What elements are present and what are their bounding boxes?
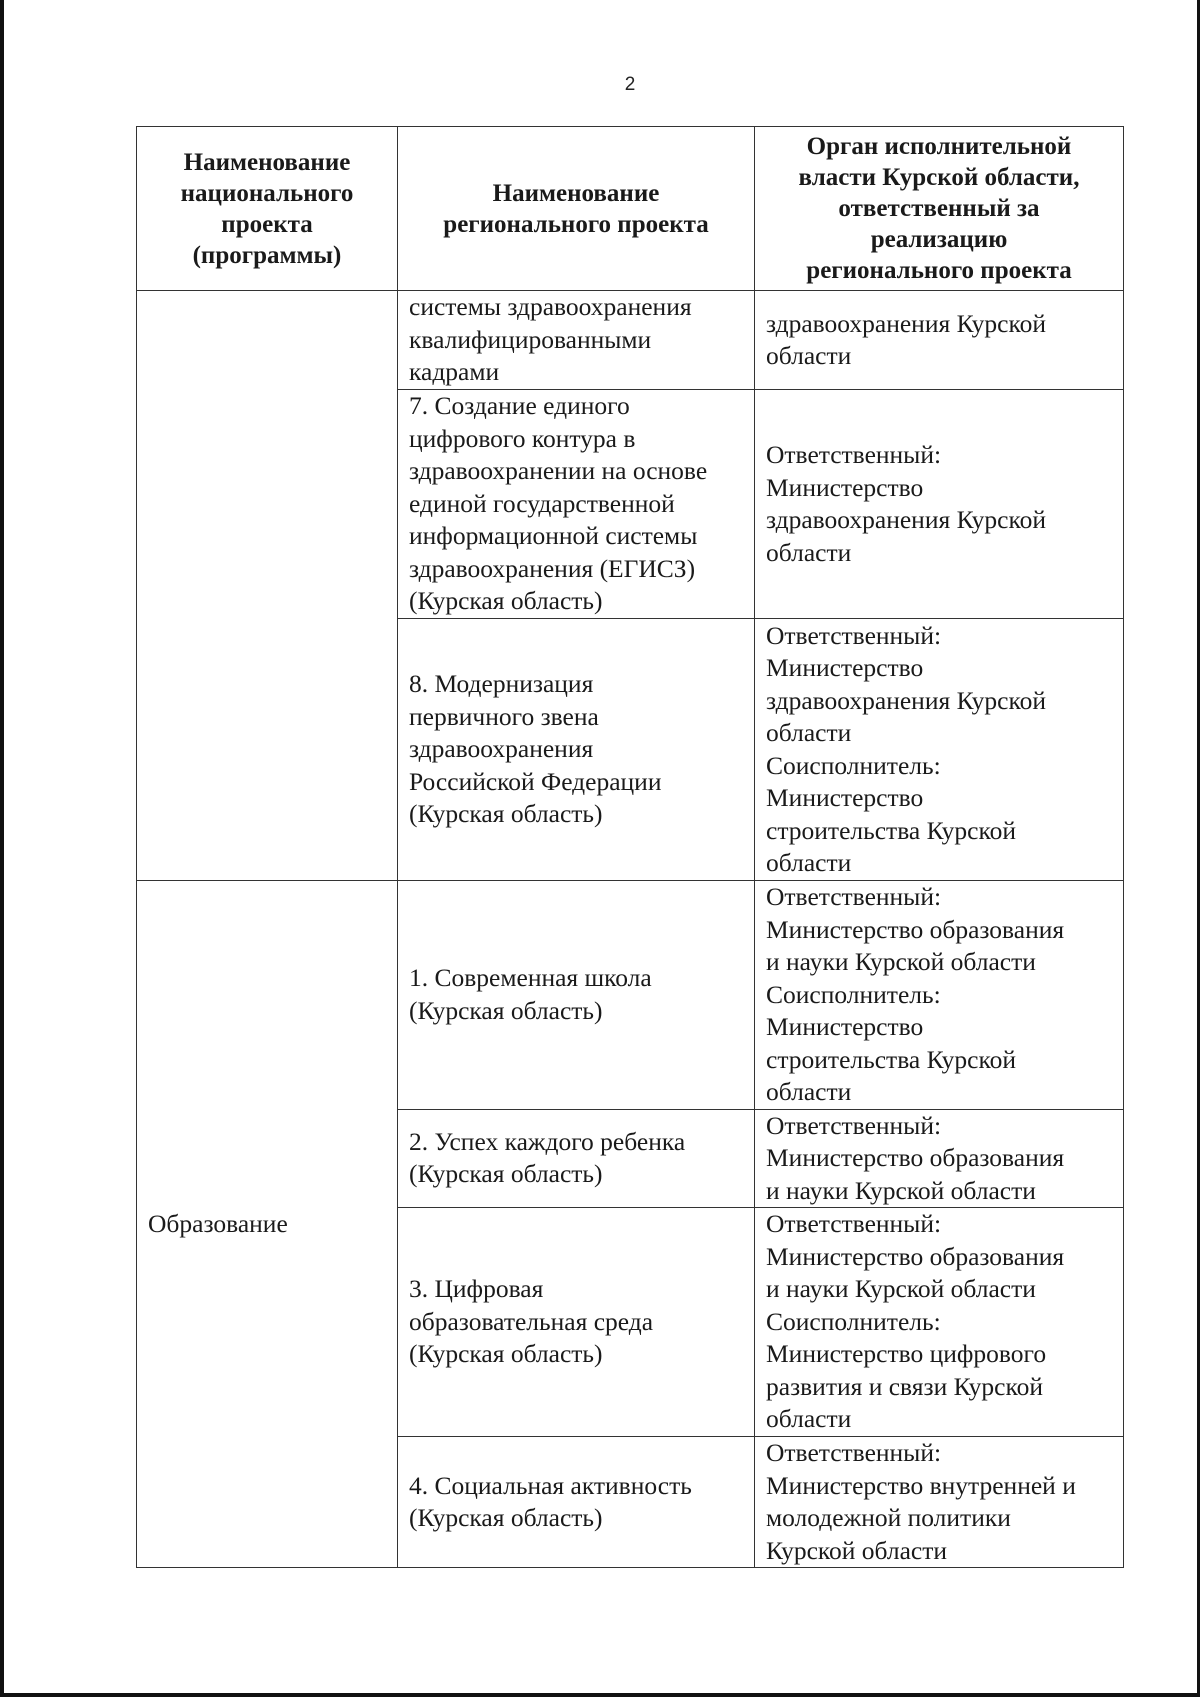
authority-cell: здравоохранения Курской области xyxy=(755,291,1124,390)
header-national-project: Наименование национального проекта (программы) xyxy=(137,127,398,291)
projects-table xyxy=(136,126,1124,1568)
national-project-cell-education: Образование xyxy=(137,881,398,1568)
page-number: 2 xyxy=(624,74,636,95)
scan-border-left xyxy=(0,0,4,1697)
regional-project-cell: 8. Модернизация первичного звена здравоохранения Российской Федерации (Курская область) xyxy=(398,619,755,881)
authority-cell: Ответственный: Министерство здравоохранения Курской области Соисполнитель: Министерство строительства Курской области xyxy=(755,619,1124,881)
scan-border-bottom xyxy=(0,1693,1200,1697)
table-row xyxy=(137,291,1124,390)
regional-project-cell: 4. Социальная активность (Курская область) xyxy=(398,1437,755,1568)
header-regional-project: Наименование регионального проекта xyxy=(398,127,755,291)
regional-project-cell: 1. Современная школа (Курская область) xyxy=(398,881,755,1110)
regional-project-cell: 2. Успех каждого ребенка (Курская область) xyxy=(398,1109,755,1208)
authority-cell: Ответственный: Министерство образования и науки Курской области Соисполнитель: Министерство цифрового развития и связи Курской области xyxy=(755,1208,1124,1437)
header-executive-authority: Орган исполнительной власти Курской области, ответственный за реализацию регионального проекта xyxy=(755,127,1124,291)
authority-cell: Ответственный: Министерство образования и науки Курской области xyxy=(755,1109,1124,1208)
regional-project-cell: 3. Цифровая образовательная среда (Курская область) xyxy=(398,1208,755,1437)
authority-cell: Ответственный: Министерство образования и науки Курской области Соисполнитель: Министерство строительства Курской области xyxy=(755,881,1124,1110)
authority-cell: Ответственный: Министерство внутренней и молодежной политики Курской области xyxy=(755,1437,1124,1568)
regional-project-cell: системы здравоохранения квалифицированными кадрами xyxy=(398,291,755,390)
national-project-cell-health xyxy=(137,291,398,881)
authority-cell: Ответственный: Министерство здравоохранения Курской области xyxy=(755,390,1124,619)
regional-project-cell: 7. Создание единого цифрового контура в здравоохранении на основе единой государственной информационной системы здравоохранения (ЕГИСЗ) (Курская область) xyxy=(398,390,755,619)
header-row xyxy=(137,127,1124,291)
table-row xyxy=(137,881,1124,1110)
